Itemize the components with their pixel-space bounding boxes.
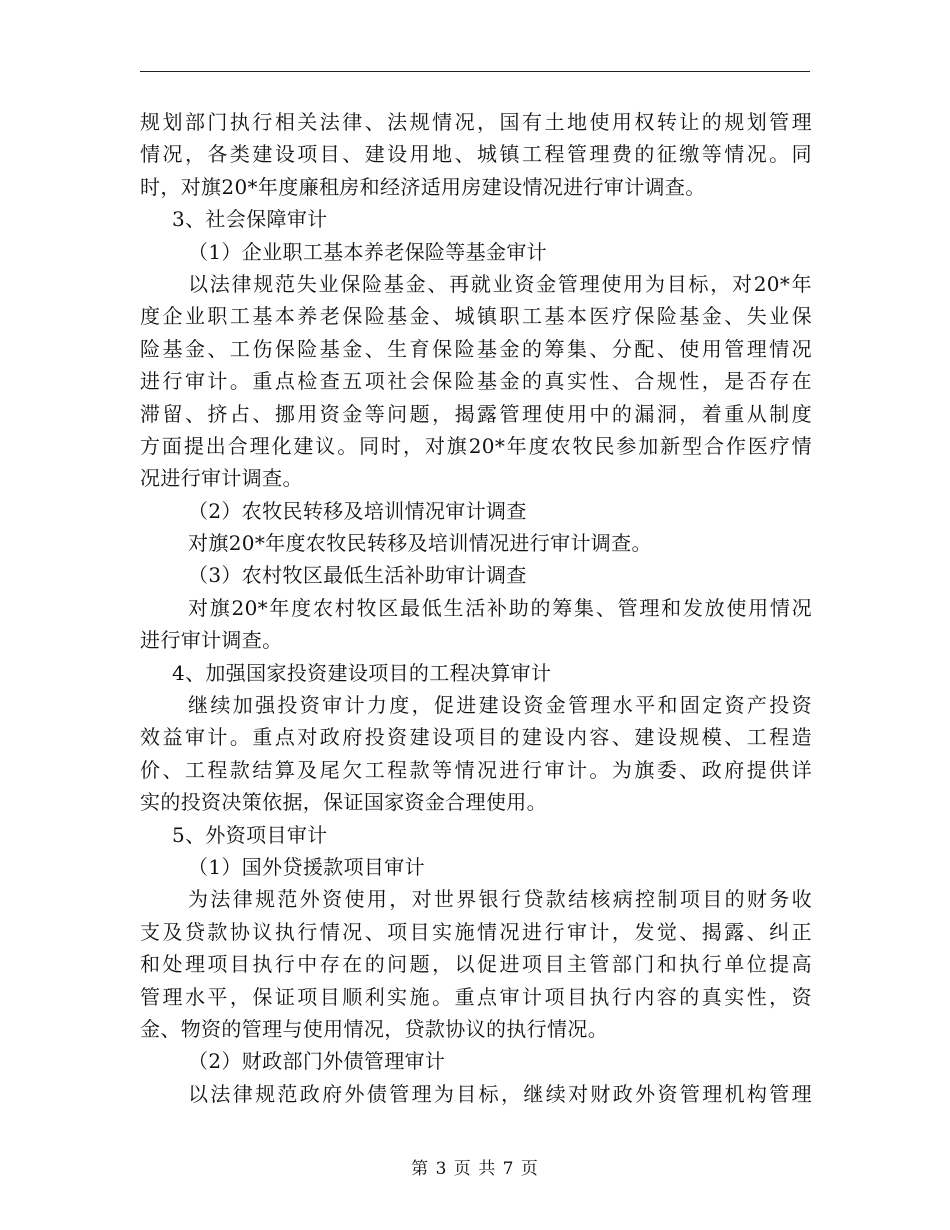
document-body (140, 106, 812, 1110)
paragraph-line: 进行审计调查。 (140, 628, 283, 653)
subsection-heading: （2）财政部门外债管理审计 (188, 1049, 446, 1074)
section-heading: 4、加强国家投资建设项目的工程决算审计 (172, 660, 552, 685)
paragraph-line: 况进行审计调查。 (140, 466, 303, 491)
paragraph-line: 为法律规范外资使用，对世界银行贷款结核病控制项目的财务收 (188, 887, 812, 912)
subsection-heading: （1）国外贷援款项目审计 (188, 854, 425, 879)
paragraph-line: 金、物资的管理与使用情况，贷款协议的执行情况。 (140, 1016, 609, 1041)
paragraph-line: 方面提出合理化建议。同时，对旗20*年度农牧民参加新型合作医疗情 (140, 433, 812, 458)
paragraph-line: 对旗20*年度农村牧区最低生活补助的筹集、管理和发放使用情况 (188, 595, 812, 620)
paragraph-line: 效益审计。重点对政府投资建设项目的建设内容、建设规模、工程造 (140, 725, 812, 750)
paragraph-line: 滞留、挤占、挪用资金等问题，揭露管理使用中的漏洞，着重从制度 (140, 401, 812, 426)
paragraph-line: 管理水平，保证项目顺利实施。重点审计项目执行内容的真实性，资 (140, 984, 812, 1009)
paragraph-line: 以法律规范政府外债管理为目标，继续对财政外资管理机构管理 (188, 1081, 812, 1106)
paragraph-line: 以法律规范失业保险基金、再就业资金管理使用为目标，对20*年 (188, 271, 812, 296)
section-heading: 5、外资项目审计 (172, 822, 328, 847)
paragraph-line: 规划部门执行相关法律、法规情况，国有土地使用权转让的规划管理 (140, 110, 812, 134)
paragraph-line: 时，对旗20*年度廉租房和经济适用房建设情况进行审计调查。 (140, 174, 706, 199)
paragraph-line: 实的投资决策依据，保证国家资金合理使用。 (140, 790, 547, 815)
paragraph-line: 进行审计。重点检查五项社会保险基金的真实性、合规性，是否存在 (140, 369, 812, 394)
header-rule (140, 71, 810, 72)
subsection-heading: （2）农牧民转移及培训情况审计调查 (188, 498, 527, 523)
paragraph-line: 对旗20*年度农牧民转移及培训情况进行审计调查。 (188, 531, 652, 556)
paragraph-line: 价、工程款结算及尾欠工程款等情况进行审计。为旗委、政府提供详 (140, 757, 812, 782)
paragraph-line: 情况，各类建设项目、建设用地、城镇工程管理费的征缴等情况。同 (140, 142, 812, 167)
paragraph-line: 继续加强投资审计力度，促进建设资金管理水平和固定资产投资 (188, 693, 812, 718)
paragraph-line: 险基金、工伤保险基金、生育保险基金的筹集、分配、使用管理情况 (140, 336, 812, 361)
paragraph-line: 度企业职工基本养老保险基金、城镇职工基本医疗保险基金、失业保 (140, 304, 812, 329)
subsection-heading: （1）企业职工基本养老保险等基金审计 (188, 239, 548, 264)
section-heading: 3、社会保障审计 (172, 207, 328, 232)
page-number: 第 3 页 共 7 页 (411, 1159, 539, 1179)
paragraph-line: 和处理项目执行中存在的问题，以促进项目主管部门和执行单位提高 (140, 952, 812, 977)
paragraph-line: 支及贷款协议执行情况、项目实施情况进行审计，发觉、揭露、纠正 (140, 919, 812, 944)
subsection-heading: （3）农村牧区最低生活补助审计调查 (188, 563, 527, 588)
